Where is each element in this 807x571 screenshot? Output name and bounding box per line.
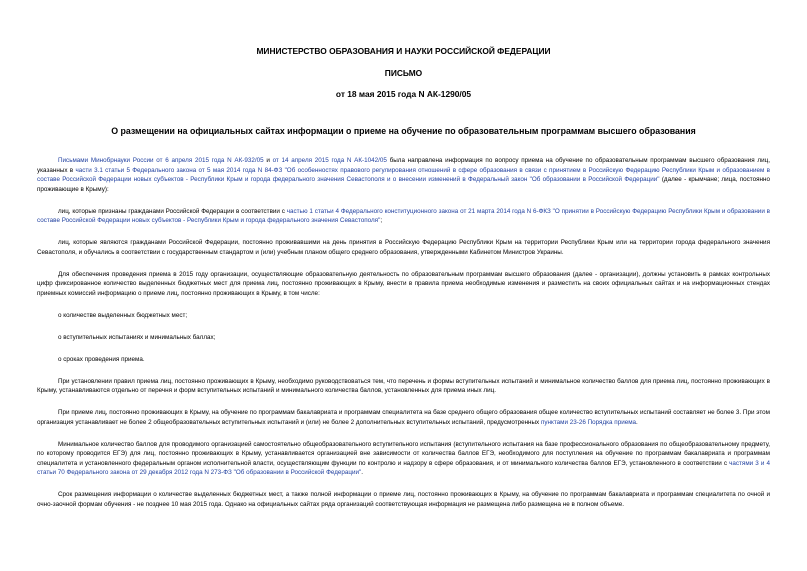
paragraph-8: При установлении правил приема лиц, постоянно проживающих в Крыму, необходимо руководствоваться тем, что перечень и формы вступительных испытаний и минимальное количество баллов для приема лиц, постоянно проживающих в Крыму, устанавливаются отдельно от перечня и форм вступительных испытаний и минимального количества баллов, установленных для приема иных лиц. — [37, 377, 770, 394]
document-subject: О размещении на официальных сайтах информации о приеме на обучение по образовательным программам высшего образования — [111, 126, 696, 136]
paragraph-3: лиц, которые являются гражданами Российской Федерации, постоянно проживавшими на день принятия в Российскую Федерацию Республики Крым на территории Республики Крым или на территории города федерального значения Севастополя, и обучались в соответствии с государственным стандартом и (или) учебным планом общего среднего образования, утвержденными Кабинетом Министров Украины. — [37, 239, 770, 256]
paragraph-10-text-2: . — [361, 469, 364, 476]
paragraph-2-text-1: лиц, которые признаны гражданами Российской Федерации в соответствии с — [58, 207, 287, 215]
paragraph-5: о количестве выделенных бюджетных мест; — [58, 311, 188, 319]
paragraph-7: о сроках проведения приема. — [58, 355, 145, 363]
paragraph-4: Для обеспечения проведения приема в 2015 году организации, осуществляющие образовательную деятельность по образовательным программам высшего образования (далее - организации), должны установить в рамках контрольных цифр фиксированное количество выделенных бюджетных мест для приема лиц, постоянно проживающих в Крыму, внести в правила приема необходимые изменения и разместить на своих официальных сайтах и на информационных стендах приемных комиссий информацию о приеме лиц, постоянно проживающих в Крыму, в том числе: — [37, 270, 770, 297]
link-letter-ak-932[interactable]: Письмами Минобрнауки России от 6 апреля 2015 года N АК-932/05 — [58, 157, 264, 164]
paragraph-9-text-1: При приеме лиц, постоянно проживающих в Крыму, на обучение по программам бакалавриата и программам специалитета на базе среднего общего образования общее количество вступительных испытаний составляет не более 3. При этом организация устанавливает не более 2 общеобразовательных вступительных испытаний и (или) не более 2 дополнительных вступительных испытаний, предусмотренных — [37, 409, 770, 426]
document-body — [37, 156, 770, 509]
document-date-number: от 18 мая 2015 года N АК-1290/05 — [335, 89, 472, 99]
paragraph-9 — [37, 408, 770, 427]
paragraph-1-text-2: была направлена информация по вопросу приема на обучение по образовательным программам высшего образования лиц, указанных в — [37, 157, 770, 174]
paragraph-1 — [37, 156, 770, 194]
paragraph-10-text-1: Минимальное количество баллов для проводимого организацией самостоятельно общеобразовательного вступительного испытания (вступительного испытания на базе профессионального образования по общеобразовательному предмету, по которому проводится ЕГЭ) для лиц, постоянно проживающих в Крыму, устанавливается организацией вне зависимости от количества баллов ЕГЭ, необходимого для поступления на обучение по программам бакалавриата и программам специалитета и установленного федеральным органом исполнительной власти, осуществляющим функции по контролю и надзору в сфере образования, и от минимального количества баллов ЕГЭ, установленного в соответствии с — [37, 440, 770, 467]
link-letter-ak-1042[interactable]: от 14 апреля 2015 года N АК-1042/05 — [272, 157, 387, 164]
paragraph-2 — [37, 207, 770, 226]
paragraph-11: Срок размещения информации о количестве выделенных бюджетных мест, а также полной информации о приеме лиц, постоянно проживающих в Крыму, на обучение по программам бакалавриата и программам специалитета по очной и очно-заочной формам обучения - не позднее 10 мая 2015 года. Однако на официальных сайтах ряда организаций соответствующая информация не размещена либо размещена не в полном объеме. — [37, 491, 770, 508]
link-law-84-fz[interactable]: части 3.1 статьи 5 Федерального закона от 5 мая 2014 года N 84-ФЗ "Об особенностях правового регулирования отношений в сфере образования в связи с принятием в Российскую Федерацию Республики Крым и образованием в составе Российской Федерации новых субъектов - Республики Крым и города федерального значения Севастополя и о внесении изменений в Федеральный закон "Об образовании в Российской Федерации" — [37, 166, 770, 183]
paragraph-9-text-2: . — [636, 418, 638, 426]
link-law-273-fz[interactable]: частями 3 и 4 статьи 70 Федерального закона от 29 декабря 2012 года N 273-ФЗ "Об образовании в Российской Федерации" — [37, 459, 770, 476]
paragraph-1-text-1: и — [263, 157, 273, 164]
paragraph-2-text-2: ; — [380, 217, 383, 224]
link-law-6-fkz[interactable]: частью 1 статьи 4 Федерального конституционного закона от 21 марта 2014 года N 6-ФКЗ "О принятии в Российскую Федерацию Республики Крым и образовании в составе Российской Федерации новых субъектов - Республики Крым и города федерального значения Севастополя" — [37, 207, 770, 224]
paragraph-1-text-3: (далее - крымчане; лица, постоянно проживающие в Крыму): — [37, 176, 770, 193]
link-admission-order[interactable]: пунктами 23-26 Порядка приема — [540, 418, 637, 426]
paragraph-10 — [37, 440, 770, 478]
ministry-heading: МИНИСТЕРСТВО ОБРАЗОВАНИЯ И НАУКИ РОССИЙСКОЙ ФЕДЕРАЦИИ — [256, 46, 551, 56]
document-type: ПИСЬМО — [384, 68, 423, 78]
paragraph-6: о вступительных испытаниях и минимальных баллах; — [58, 333, 216, 341]
